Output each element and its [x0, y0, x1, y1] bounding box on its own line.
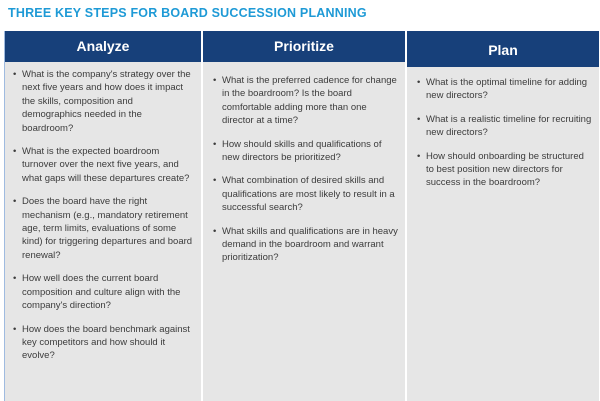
list-item-text: What skills and qualifications are in heavy demand in the boardroom and warrant prioritization? — [222, 225, 398, 264]
column-body-plan — [407, 67, 599, 190]
bullet-icon: • — [213, 225, 217, 237]
bullet-icon: • — [13, 196, 17, 208]
column-body-prioritize — [203, 62, 405, 265]
bullet-icon: • — [13, 69, 17, 80]
bullet-icon: • — [13, 146, 17, 158]
bullet-icon: • — [417, 113, 421, 125]
list-item-text: What is the expected boardroom turnover over the next five years, and what gaps will these departures create? — [22, 146, 190, 184]
list-item-text: What combination of desired skills and qualifications are most likely to result in a successful search? — [222, 175, 395, 214]
bullet-icon: • — [417, 150, 421, 162]
bullet-icon: • — [213, 138, 217, 150]
list-item-text: How well does the current board composition and culture align with the company's direction? — [22, 273, 181, 312]
succession-steps-table — [4, 31, 599, 401]
page-title: THREE KEY STEPS FOR BOARD SUCCESSION PLANNING — [8, 6, 367, 20]
column-header-prioritize: Prioritize — [203, 31, 405, 62]
list-item-text: How should onboarding be structured to best position new directors for success in the boardroom? — [426, 150, 584, 189]
list-item-text: Does the board have the right mechanism (e.g., mandatory retirement age, term limits, evaluations of some kind) for triggering departures and board renewal? — [22, 196, 193, 261]
column-analyze — [5, 31, 201, 401]
list-item-text: What is the optimal timeline for adding new directors? — [426, 77, 588, 102]
list-item — [13, 68, 195, 135]
column-plan — [407, 31, 599, 401]
bullet-icon: • — [213, 75, 217, 86]
column-body-analyze — [5, 62, 201, 363]
bullet-icon: • — [13, 323, 17, 335]
bullet-icon: • — [213, 175, 217, 187]
list-item — [417, 150, 593, 190]
list-item-text: What is the company's strategy over the next five years and how does it impact the skills, composition and demographics needed in the boardroom? — [22, 69, 191, 134]
column-header-analyze: Analyze — [5, 31, 201, 62]
list-item — [213, 74, 399, 128]
column-header-plan: Plan — [407, 31, 599, 67]
list-item — [13, 323, 195, 363]
list-item-text: How should skills and qualifications of new directors be prioritized? — [222, 138, 382, 164]
bullet-icon: • — [13, 273, 17, 285]
list-item — [213, 174, 399, 214]
list-item-text: How does the board benchmark against key competitors and how should it evolve? — [22, 323, 190, 362]
list-item — [417, 113, 593, 140]
list-item — [417, 76, 593, 103]
list-item — [13, 195, 195, 262]
list-item — [213, 225, 399, 265]
list-item — [13, 272, 195, 312]
list-item — [13, 145, 195, 185]
list-item-text: What is a realistic timeline for recruiting new directors? — [426, 113, 592, 139]
list-item-text: What is the preferred cadence for change in the boardroom? Is the board comfortable adding more than one director at a time? — [222, 75, 397, 127]
bullet-icon: • — [417, 77, 421, 88]
list-item — [213, 138, 399, 165]
column-prioritize — [203, 31, 405, 401]
